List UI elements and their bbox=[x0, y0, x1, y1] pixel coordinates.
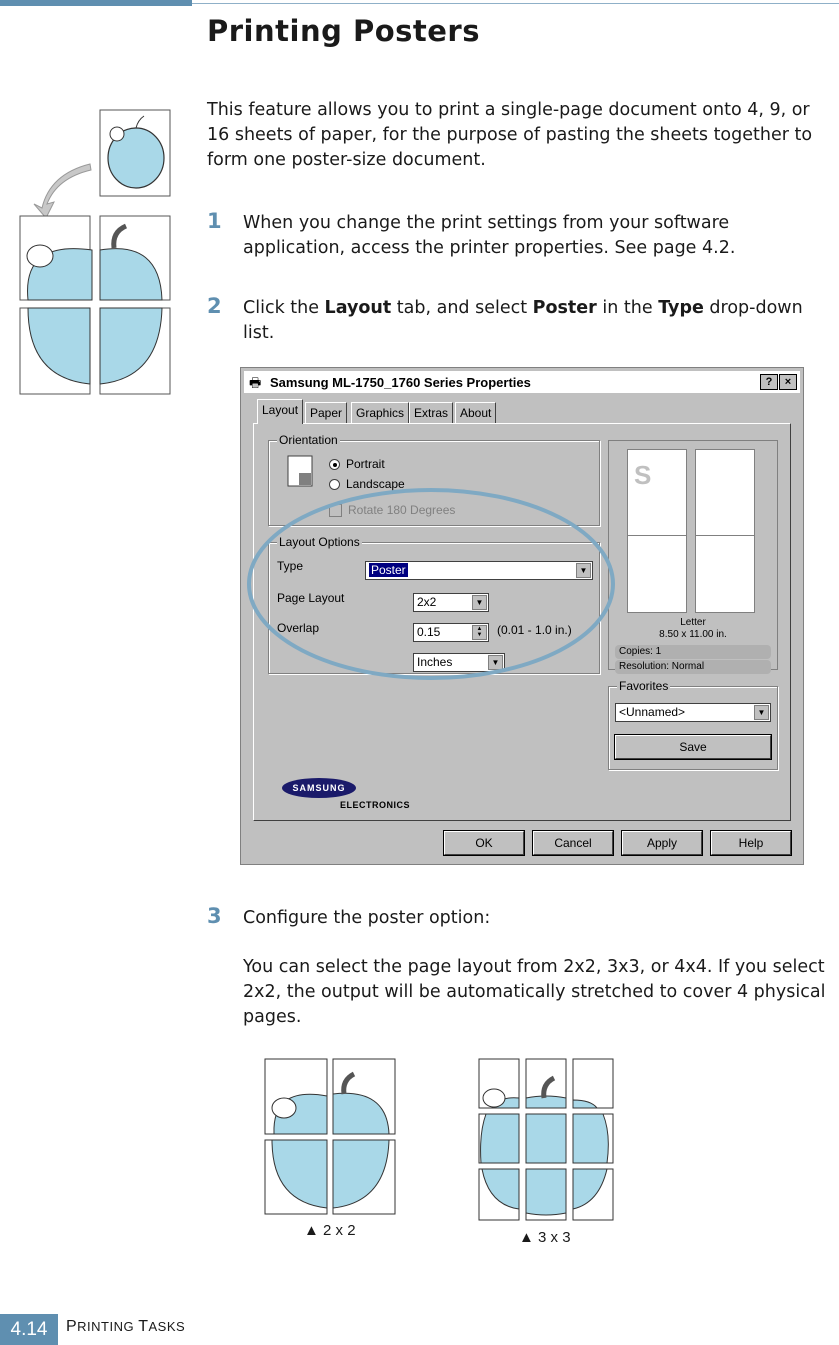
orientation-label: Orientation bbox=[279, 433, 338, 447]
tab-paper[interactable]: Paper bbox=[305, 402, 347, 423]
ok-button[interactable]: OK bbox=[444, 831, 524, 855]
tab-layout[interactable]: Layout bbox=[257, 399, 303, 424]
poster-3x3-illustration bbox=[478, 1058, 616, 1222]
chevron-down-icon: ▼ bbox=[472, 595, 487, 610]
preview-page-4 bbox=[695, 535, 755, 613]
chevron-down-icon: ▼ bbox=[488, 655, 503, 670]
save-button[interactable]: Save bbox=[615, 735, 771, 759]
caption-2x2: ▲ 2 x 2 bbox=[304, 1222, 356, 1239]
preview-s-mark: S bbox=[634, 460, 652, 490]
page-layout-value: 2x2 bbox=[417, 595, 437, 609]
samsung-logo bbox=[282, 774, 432, 814]
spinner-arrows-icon[interactable]: ▲ ▼ bbox=[472, 625, 487, 640]
favorites-label: Favorites bbox=[619, 679, 669, 693]
dialog-title: Samsung ML-1750_1760 Series Properties bbox=[270, 374, 531, 390]
portrait-label: Portrait bbox=[346, 457, 385, 471]
electronics-label: ELECTRONICS bbox=[340, 800, 411, 810]
rotate-label: Rotate 180 Degrees bbox=[348, 503, 456, 517]
layout-options-label: Layout Options bbox=[279, 535, 360, 549]
favorites-group bbox=[608, 679, 778, 770]
tab-about[interactable]: About bbox=[455, 402, 496, 423]
poster-2x2-illustration bbox=[264, 1058, 398, 1216]
printer-icon: 🖶 bbox=[249, 375, 262, 390]
portrait-radio-dot bbox=[329, 459, 340, 470]
preview-page-3 bbox=[627, 535, 687, 613]
units-value: Inches bbox=[417, 655, 453, 669]
step-3-detail: You can select the page layout from 2x2, 3x3, or 4x4. If you select 2x2, the output will be automatically stretched to cover 4 physical pages. bbox=[243, 957, 826, 1027]
step-2-number: 2 bbox=[207, 294, 222, 318]
tab-extras[interactable]: Extras bbox=[409, 402, 453, 423]
page-title: Printing Posters bbox=[207, 14, 480, 48]
step-3-number: 3 bbox=[207, 904, 222, 928]
resolution-status: Resolution: Normal bbox=[615, 660, 771, 674]
highlight-ring bbox=[245, 486, 617, 682]
dialog-titlebar[interactable] bbox=[244, 371, 800, 393]
overlap-label: Overlap bbox=[277, 621, 320, 635]
section-title-rinting: RINTING bbox=[77, 1319, 139, 1334]
apply-button[interactable]: Apply bbox=[622, 831, 702, 855]
page-layout-label: Page Layout bbox=[277, 591, 345, 605]
poster-illustration bbox=[18, 108, 174, 398]
type-select-value: Poster bbox=[371, 563, 406, 577]
preview-paper: Letter bbox=[680, 617, 706, 628]
close-button[interactable]: × bbox=[779, 374, 797, 390]
section-title bbox=[66, 1318, 185, 1336]
favorites-select[interactable] bbox=[615, 703, 771, 722]
copies-status: Copies: 1 bbox=[615, 645, 771, 659]
type-label: Type bbox=[277, 559, 304, 573]
printer-properties-dialog bbox=[240, 367, 804, 865]
header-rule bbox=[192, 3, 839, 4]
page-preview bbox=[608, 440, 778, 670]
overlap-value: 0.15 bbox=[417, 625, 441, 639]
overlap-range: (0.01 - 1.0 in.) bbox=[497, 623, 572, 637]
preview-size: 8.50 x 11.00 in. bbox=[659, 629, 727, 640]
help-title-button[interactable]: ? bbox=[760, 374, 778, 390]
page-number: 4.14 bbox=[0, 1314, 58, 1345]
intro-paragraph: This feature allows you to print a single-page document onto 4, 9, or 16 sheets of paper, for the purpose of pasting the sheets together to form one poster-size document. bbox=[207, 100, 813, 170]
header-accent-bar bbox=[0, 0, 192, 6]
section-title-t: T bbox=[138, 1318, 149, 1335]
preview-page-2 bbox=[695, 449, 755, 549]
section-title-p: P bbox=[66, 1318, 78, 1335]
caption-3x3: ▲ 3 x 3 bbox=[519, 1229, 571, 1246]
help-button[interactable]: Help bbox=[711, 831, 791, 855]
step-1-text: When you change the print settings from your software application, access the printer properties. See page 4.2. bbox=[243, 213, 736, 258]
samsung-logo-oval: SAMSUNG bbox=[282, 778, 356, 798]
step-2-text: Click the Layout tab, and select Poster in the Type drop-down list. bbox=[243, 298, 803, 343]
portrait-radio[interactable] bbox=[329, 457, 385, 471]
landscape-label: Landscape bbox=[346, 477, 405, 491]
chevron-down-icon: ▼ bbox=[754, 705, 769, 720]
document-icon bbox=[287, 455, 315, 489]
preview-paper-info bbox=[609, 617, 777, 641]
section-title-asks: ASKS bbox=[148, 1319, 186, 1334]
favorites-value: <Unnamed> bbox=[619, 705, 686, 719]
chevron-down-icon: ▼ bbox=[576, 563, 591, 578]
tab-graphics[interactable]: Graphics bbox=[351, 402, 409, 423]
preview-page-1 bbox=[627, 449, 687, 549]
cancel-button[interactable]: Cancel bbox=[533, 831, 613, 855]
step-1-number: 1 bbox=[207, 209, 222, 233]
step-3-text: Configure the poster option: bbox=[243, 908, 491, 928]
